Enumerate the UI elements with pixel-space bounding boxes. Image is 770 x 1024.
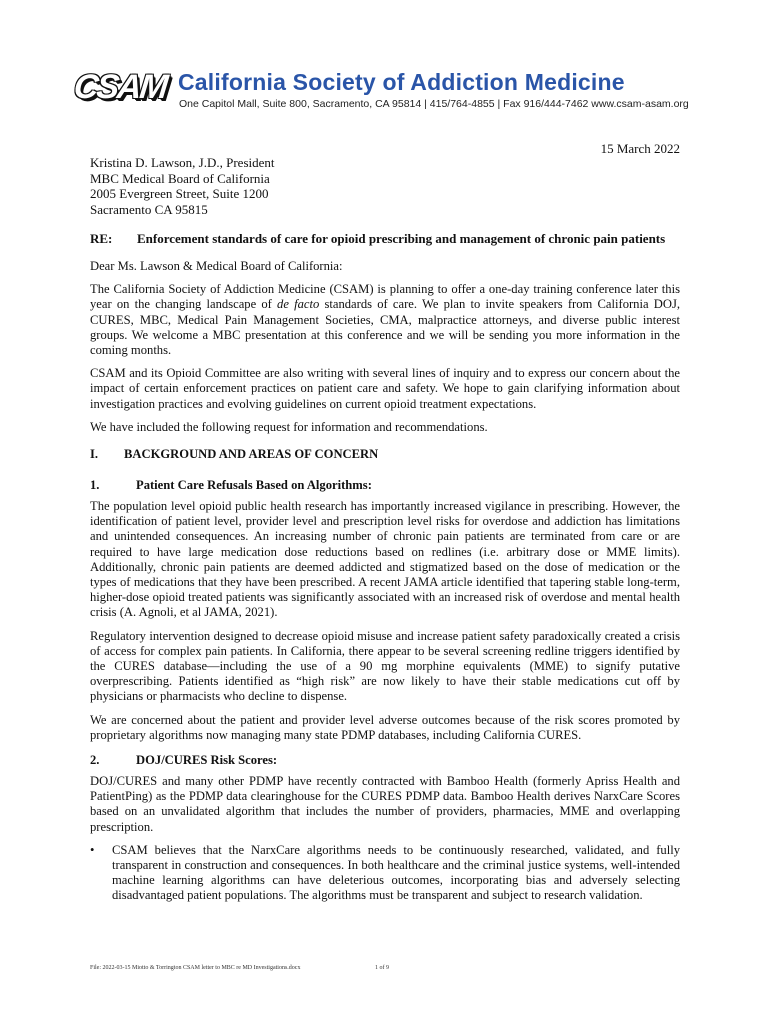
subsection-number: 1.	[90, 478, 100, 492]
italic-term: de facto	[277, 297, 320, 312]
intro-paragraph: CSAM and its Opioid Committee are also writing with several lines of inquiry and to express our concern about the impact of certain enforcement practices on patient care and safety. We hope to gain clarifying information about investigation practices and evolving guidelines on current opioid treatment expectations.	[90, 366, 680, 411]
subject-label: RE:	[90, 231, 113, 246]
body-paragraph: Regulatory intervention designed to decrease opioid misuse and increase patient safety paradoxically created a crisis of access for complex pain patients. In California, there appear to be several screening redline triggers identified by the CURES database—including the use of a 90 mg morphine equivalents (MME) to signify putative overprescribing. Patients identified as “high risk” are now likely to have their stable medications cut off by physicians or pharmacists who decline to dispense.	[90, 628, 680, 704]
subsection-heading	[90, 753, 277, 768]
letter-intro	[90, 259, 680, 443]
footer-filename: File: 2022-03-15 Miotto & Torrington CSAM letter to MBC re MD Investigations.docx	[90, 965, 301, 971]
section-heading	[90, 447, 378, 462]
letter-date: 15 March 2022	[600, 141, 680, 156]
csam-logo: CSAM	[72, 68, 169, 106]
section-number: I.	[90, 447, 99, 461]
organization-name: California Society of Addiction Medicine	[178, 69, 625, 95]
subsection-body	[90, 774, 680, 904]
recipient-line: 2005 Evergreen Street, Suite 1200	[90, 186, 269, 201]
subsection-title: DOJ/CURES Risk Scores:	[136, 753, 278, 767]
intro-paragraph: We have included the following request for information and recommendations.	[90, 419, 488, 434]
body-paragraph: DOJ/CURES and many other PDMP have recently contracted with Bamboo Health (formerly Apriss Health and PatientPing) as the PDMP data clearinghouse for the CURES PDMP data. Bamboo Health derives NarxCare Scores based on an unvalidated algorithm that includes the number of providers, pharmacies, MME and overlapping prescription.	[90, 774, 680, 834]
salutation: Dear Ms. Lawson & Medical Board of California:	[90, 259, 343, 273]
recipient-line: Kristina D. Lawson, J.D., President	[90, 155, 275, 170]
recipient-address	[90, 155, 275, 217]
bullet-item	[90, 843, 680, 904]
section-title: BACKGROUND AND AREAS OF CONCERN	[124, 447, 379, 461]
body-paragraph: The population level opioid public health research has importantly increased vigilance in prescribing. However, the identification of patient level, provider level and prescription level risks for overdose and addiction has limitations and unintended consequences. An increasing number of chronic pain patients are terminated from care or are required to have large medication dose reductions based on redlines (i.e. arbitrary dose or MME limits). Additionally, chronic pain patients are deemed addicted and stigmatized based on the dose of medication or the types of medications that they have been prescribed. A recent JAMA article identified that tapering stable long-term, higher-dose opioid treated patients was significantly associated with an increased risk of overdose and mental health crisis (A. Agnoli, et al JAMA, 2021).	[90, 499, 680, 620]
subsection-title: Patient Care Refusals Based on Algorithms:	[136, 478, 372, 492]
subject-text: Enforcement standards of care for opioid prescribing and management of chronic pain patients	[137, 231, 666, 246]
organization-address: One Capitol Mall, Suite 800, Sacramento, CA 95814 | 415/764-4855 | Fax 916/444-7462 www.csam-asam.org	[179, 98, 689, 110]
bullet-text: CSAM believes that the NarxCare algorithms needs to be continuously researched, validated, and fully transparent in construction and consequences. In both healthcare and the criminal justice systems, well-intended machine learning algorithms can have deleterious outcomes, incorporating bias and adversely selecting disadvantaged patient populations. The algorithms must be transparent and subject to research validation.	[112, 842, 680, 903]
body-paragraph: We are concerned about the patient and provider level adverse outcomes because of the risk scores promoted by proprietary algorithms now managing many state PDMP databases, including California CURES.	[90, 712, 680, 742]
subsection-body	[90, 499, 680, 751]
intro-paragraph: The California Society of Addiction Medicine (CSAM) is planning to offer a one-day training conference later this year on the changing landscape of de facto standards of care. We plan to invite speakers from California DOJ, CURES, MBC, Medical Pain Management Societies, CMA, malpractice attorneys, and diverse public interest groups. We welcome a MBC presentation at this conference and we will be sending you more information in the coming months.	[90, 282, 680, 358]
page-footer	[90, 965, 389, 971]
subsection-heading	[90, 478, 372, 493]
recipient-line: MBC Medical Board of California	[90, 170, 270, 186]
page-number: 1 of 9	[375, 965, 389, 971]
subsection-number: 2.	[90, 753, 100, 767]
subject-line	[90, 231, 665, 247]
bullet-icon: •	[90, 842, 95, 857]
recipient-line: Sacramento CA 95815	[90, 201, 208, 217]
